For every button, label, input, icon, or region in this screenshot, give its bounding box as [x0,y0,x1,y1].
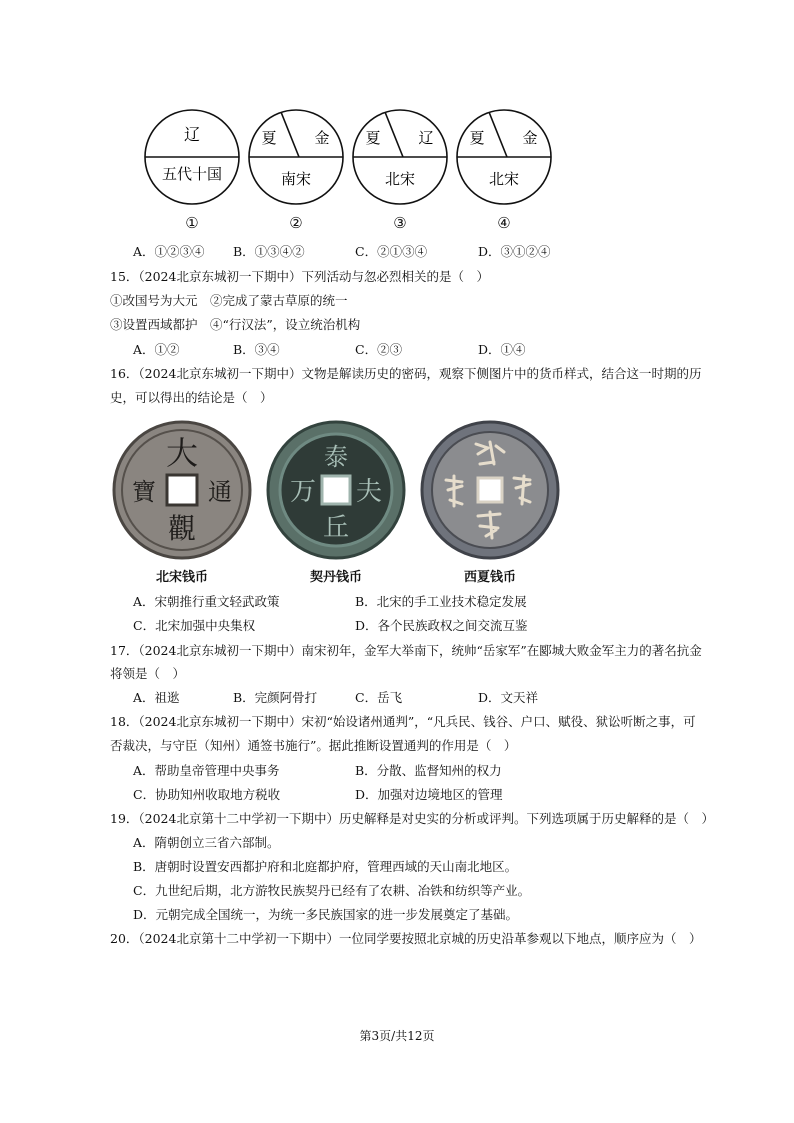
page-number: 第3页/共12页 [359,1029,435,1043]
q18-option-a[interactable]: A．帮助皇帝管理中央事务 [133,763,280,778]
q14-option-d[interactable]: D．③①②④ [478,244,551,259]
q16-stem-line-2: 史，可以得出的结论是（ ） [110,390,273,405]
q19-stem: 19．（2024北京第十二中学初一下期中）历史解释是对史实的分析或评判。下列选项属于历史解释的是（ ） [110,811,714,826]
q17-option-d[interactable]: D．文天祥 [478,690,539,705]
circle-label-2: ② [289,214,303,232]
q18-stem-line-2: 否裁决，与守臣（知州）通签书施行”。据此推断设置通判的作用是（ ） [110,738,517,753]
q15-option-a[interactable]: A．①② [133,342,180,357]
circle-label-4: ④ [497,214,511,232]
q20-stem: 20．（2024北京第十二中学初一下期中）一位同学要按照北京城的历史沿革参观以下地点，顺序应为（ ） [110,931,702,946]
q16-option-b[interactable]: B．北宋的手工业技术稳定发展 [355,594,527,609]
circle-3-left: 夏 [365,129,381,147]
coin-1-char-top: 大 [165,434,199,472]
q16-option-c[interactable]: C．北宋加强中央集权 [133,618,256,633]
circle-2-right: 金 [314,129,330,147]
q18-option-c[interactable]: C．协助知州收取地方税收 [133,787,281,802]
q18-option-d[interactable]: D．加强对边境地区的管理 [355,787,503,802]
coin-2-char-bottom: 丘 [322,513,350,543]
q14-option-b[interactable]: B．①③④② [233,244,305,259]
q16-stem-line-1: 16．（2024北京东城初一下期中）文物是解读历史的密码，观察下侧图片中的货币样式，结合这一时期的历 [110,366,702,381]
q17-stem-line-1: 17．（2024北京东城初一下期中）南宋初年，金军大举南下，统帅“岳家军”在郾城大败金军主力的著名抗金 [110,643,702,658]
q19-option-a[interactable]: A．隋朝创立三省六部制。 [133,835,280,850]
circle-diagram-3 [351,108,449,206]
q14-option-c[interactable]: C．②①③④ [355,244,428,259]
coin-caption-1: 北宋钱币 [155,570,208,585]
q17-option-a[interactable]: A．祖逖 [133,690,180,705]
q15-item-line-2: ③设置西域都护 ④“行汉法”，设立统治机构 [110,317,361,332]
q19-option-d[interactable]: D．元朝完成全国统一，为统一多民族国家的进一步发展奠定了基础。 [133,907,519,922]
circle-2-left: 夏 [261,129,277,147]
circle-diagram-4 [455,108,553,206]
q19-option-b[interactable]: B．唐朝时设置安西都护府和北庭都护府，管理西域的天山南北地区。 [133,859,518,874]
circle-4-left: 夏 [469,129,485,147]
q17-option-b[interactable]: B．完颜阿骨打 [233,690,318,705]
q18-option-b[interactable]: B．分散、监督知州的权力 [355,763,502,778]
circle-diagram-1 [143,108,241,206]
q15-option-d[interactable]: D．①④ [478,342,526,357]
q16-option-a[interactable]: A．宋朝推行重文轻武政策 [133,594,280,609]
coin-1-char-left: 寶 [132,478,156,506]
circle-1-bottom: 五代十国 [161,165,223,183]
coin-image-khitan [266,420,406,560]
q19-option-c[interactable]: C．九世纪后期，北方游牧民族契丹已经有了农耕、冶铁和纺织等产业。 [133,883,531,898]
coin-2-char-right: 夫 [355,477,383,507]
q18-stem-line-1: 18．（2024北京东城初一下期中）宋初“始设诸州通判”，“凡兵民、钱谷、户口、赋役、狱讼听断之事，可 [110,714,696,729]
q14-option-a[interactable]: A．①②③④ [133,244,205,259]
q16-option-d[interactable]: D．各个民族政权之间交流互鉴 [355,618,528,633]
circle-4-bottom: 北宋 [488,170,520,188]
circle-3-right: 辽 [418,129,434,147]
circle-diagram-2 [247,108,345,206]
circle-2-bottom: 南宋 [280,170,312,188]
coin-caption-2: 契丹钱币 [309,570,362,585]
q15-item-line-1: ①改国号为大元 ②完成了蒙古草原的统一 [110,293,348,308]
coin-1-char-bottom: 觀 [167,512,197,545]
coin-2-char-top: 泰 [324,443,348,471]
circle-4-right: 金 [522,129,538,147]
q15-option-c[interactable]: C．②③ [355,342,403,357]
q17-option-c[interactable]: C．岳飞 [355,690,403,705]
coin-image-northern-song [112,420,252,560]
circle-label-1: ① [185,214,199,232]
circle-3-bottom: 北宋 [384,170,416,188]
q15-option-b[interactable]: B．③④ [233,342,280,357]
coin-image-western-xia [420,420,560,560]
coin-1-char-right: 通 [208,478,232,506]
circle-label-3: ③ [393,214,407,232]
circle-1-top: 辽 [183,125,201,144]
q17-stem-line-2: 将领是（ ） [110,666,186,681]
q15-stem: 15．（2024北京东城初一下期中）下列活动与忽必烈相关的是（ ） [110,269,489,284]
coin-2-char-left: 万 [289,477,317,507]
coin-caption-3: 西夏钱币 [463,570,516,585]
